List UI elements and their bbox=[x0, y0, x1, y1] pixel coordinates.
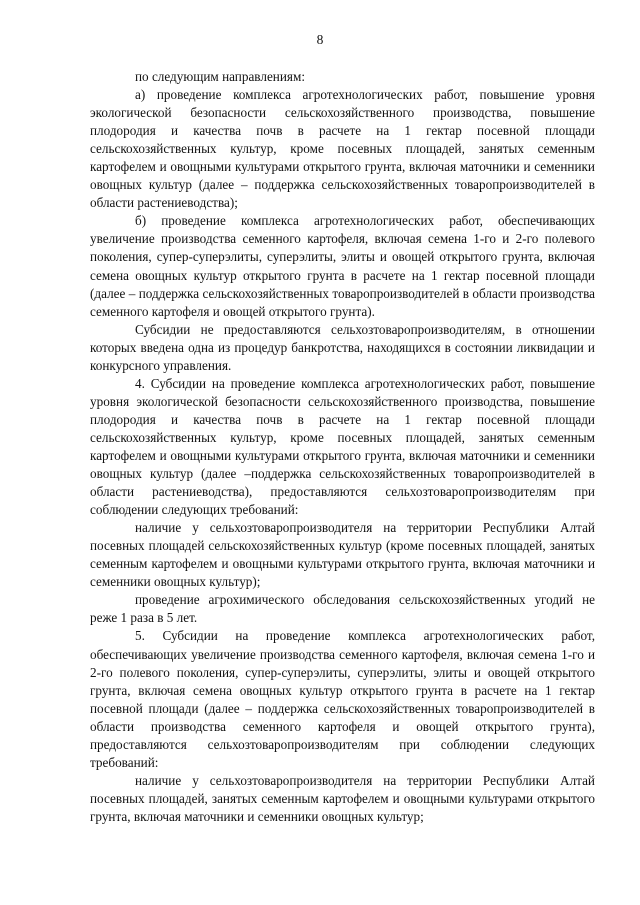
paragraph-requirement-1: наличие у сельхозтоваропроизводителя на территории Республики Алтай посевных площадей сельскохозяйственных культур (кроме посевных площадей, занятых семенным картофелем и овощными культурами открытого грунта, включая маточники и семенники овощных культур); bbox=[90, 520, 595, 590]
paragraph-intro: по следующим направлениям: bbox=[135, 69, 305, 84]
paragraph-clause-4: 4. Субсидии на проведение комплекса агротехнологических работ, повышение уровня экологической безопасности сельскохозяйственного производства, повышение плодородия и качества почв в расчете на 1 гектар посевной площади сельскохозяйственных культур, кроме посевных площадей, занятых семенным картофелем и овощными культурами открытого грунта, включая маточники и семенники овощных культур (далее –поддержка сельскохозяйственных товаропроизводителей в области растениеводства), предоставляются сельхозтоваропроизводителям при соблюдении следующих требований: bbox=[90, 375, 595, 518]
page-number: 8 bbox=[316, 32, 324, 47]
paragraph-requirement-2: проведение агрохимического обследования сельскохозяйственных угодий не реже 1 раза в 5 лет. bbox=[90, 592, 595, 626]
document-body bbox=[90, 68, 595, 826]
paragraph-requirement-3: наличие у сельхозтоваропроизводителя на территории Республики Алтай посевных площадей, занятых семенным картофелем и овощными культурами открытого грунта, включая маточники и семенники овощных культур; bbox=[90, 772, 595, 824]
paragraph-subsidy-exclusion: Субсидии не предоставляются сельхозтоваропроизводителям, в отношении которых введена одна из процедур банкротства, находящихся в состоянии ликвидации и конкурсного управления. bbox=[90, 321, 595, 373]
paragraph-item-a: а) проведение комплекса агротехнологических работ, повышение уровня экологической безопасности сельскохозяйственного производства, повышение плодородия и качества почв в расчете на 1 гектар посевной площади сельскохозяйственных культур, кроме посевных площадей, занятых семенным картофелем и овощными культурами открытого грунта, включая маточники и семенники овощных культур (далее – поддержка сельскохозяйственных товаропроизводителей в области растениеводства); bbox=[90, 87, 595, 211]
paragraph-clause-5: 5. Субсидии на проведение комплекса агротехнологических работ, обеспечивающих увеличение производства семенного картофеля, включая семена 1-го и 2-го полевого поколения, супер-суперэлиты, суперэлиты, элиты и овощей открытого грунта, включая семена овощных культур открытого грунта в расчете на 1 гектар посевной площади (далее – поддержка сельскохозяйственных товаропроизводителей в области производства семенного картофеля и овощей открытого грунта), предоставляются сельхозтоваропроизводителям при соблюдении следующих требований: bbox=[90, 628, 595, 770]
paragraph-item-b: б) проведение комплекса агротехнологических работ, обеспечивающих увеличение производства семенного картофеля, включая семена 1-го и 2-го полевого поколения, супер-суперэлиты, суперэлиты, элиты и овощей открытого грунта, включая семена овощных культур открытого грунта в расчете на 1 гектар посевной площади (далее – поддержка сельскохозяйственных товаропроизводителей в области производства семенного картофеля и овощей открытого грунта). bbox=[90, 213, 595, 319]
